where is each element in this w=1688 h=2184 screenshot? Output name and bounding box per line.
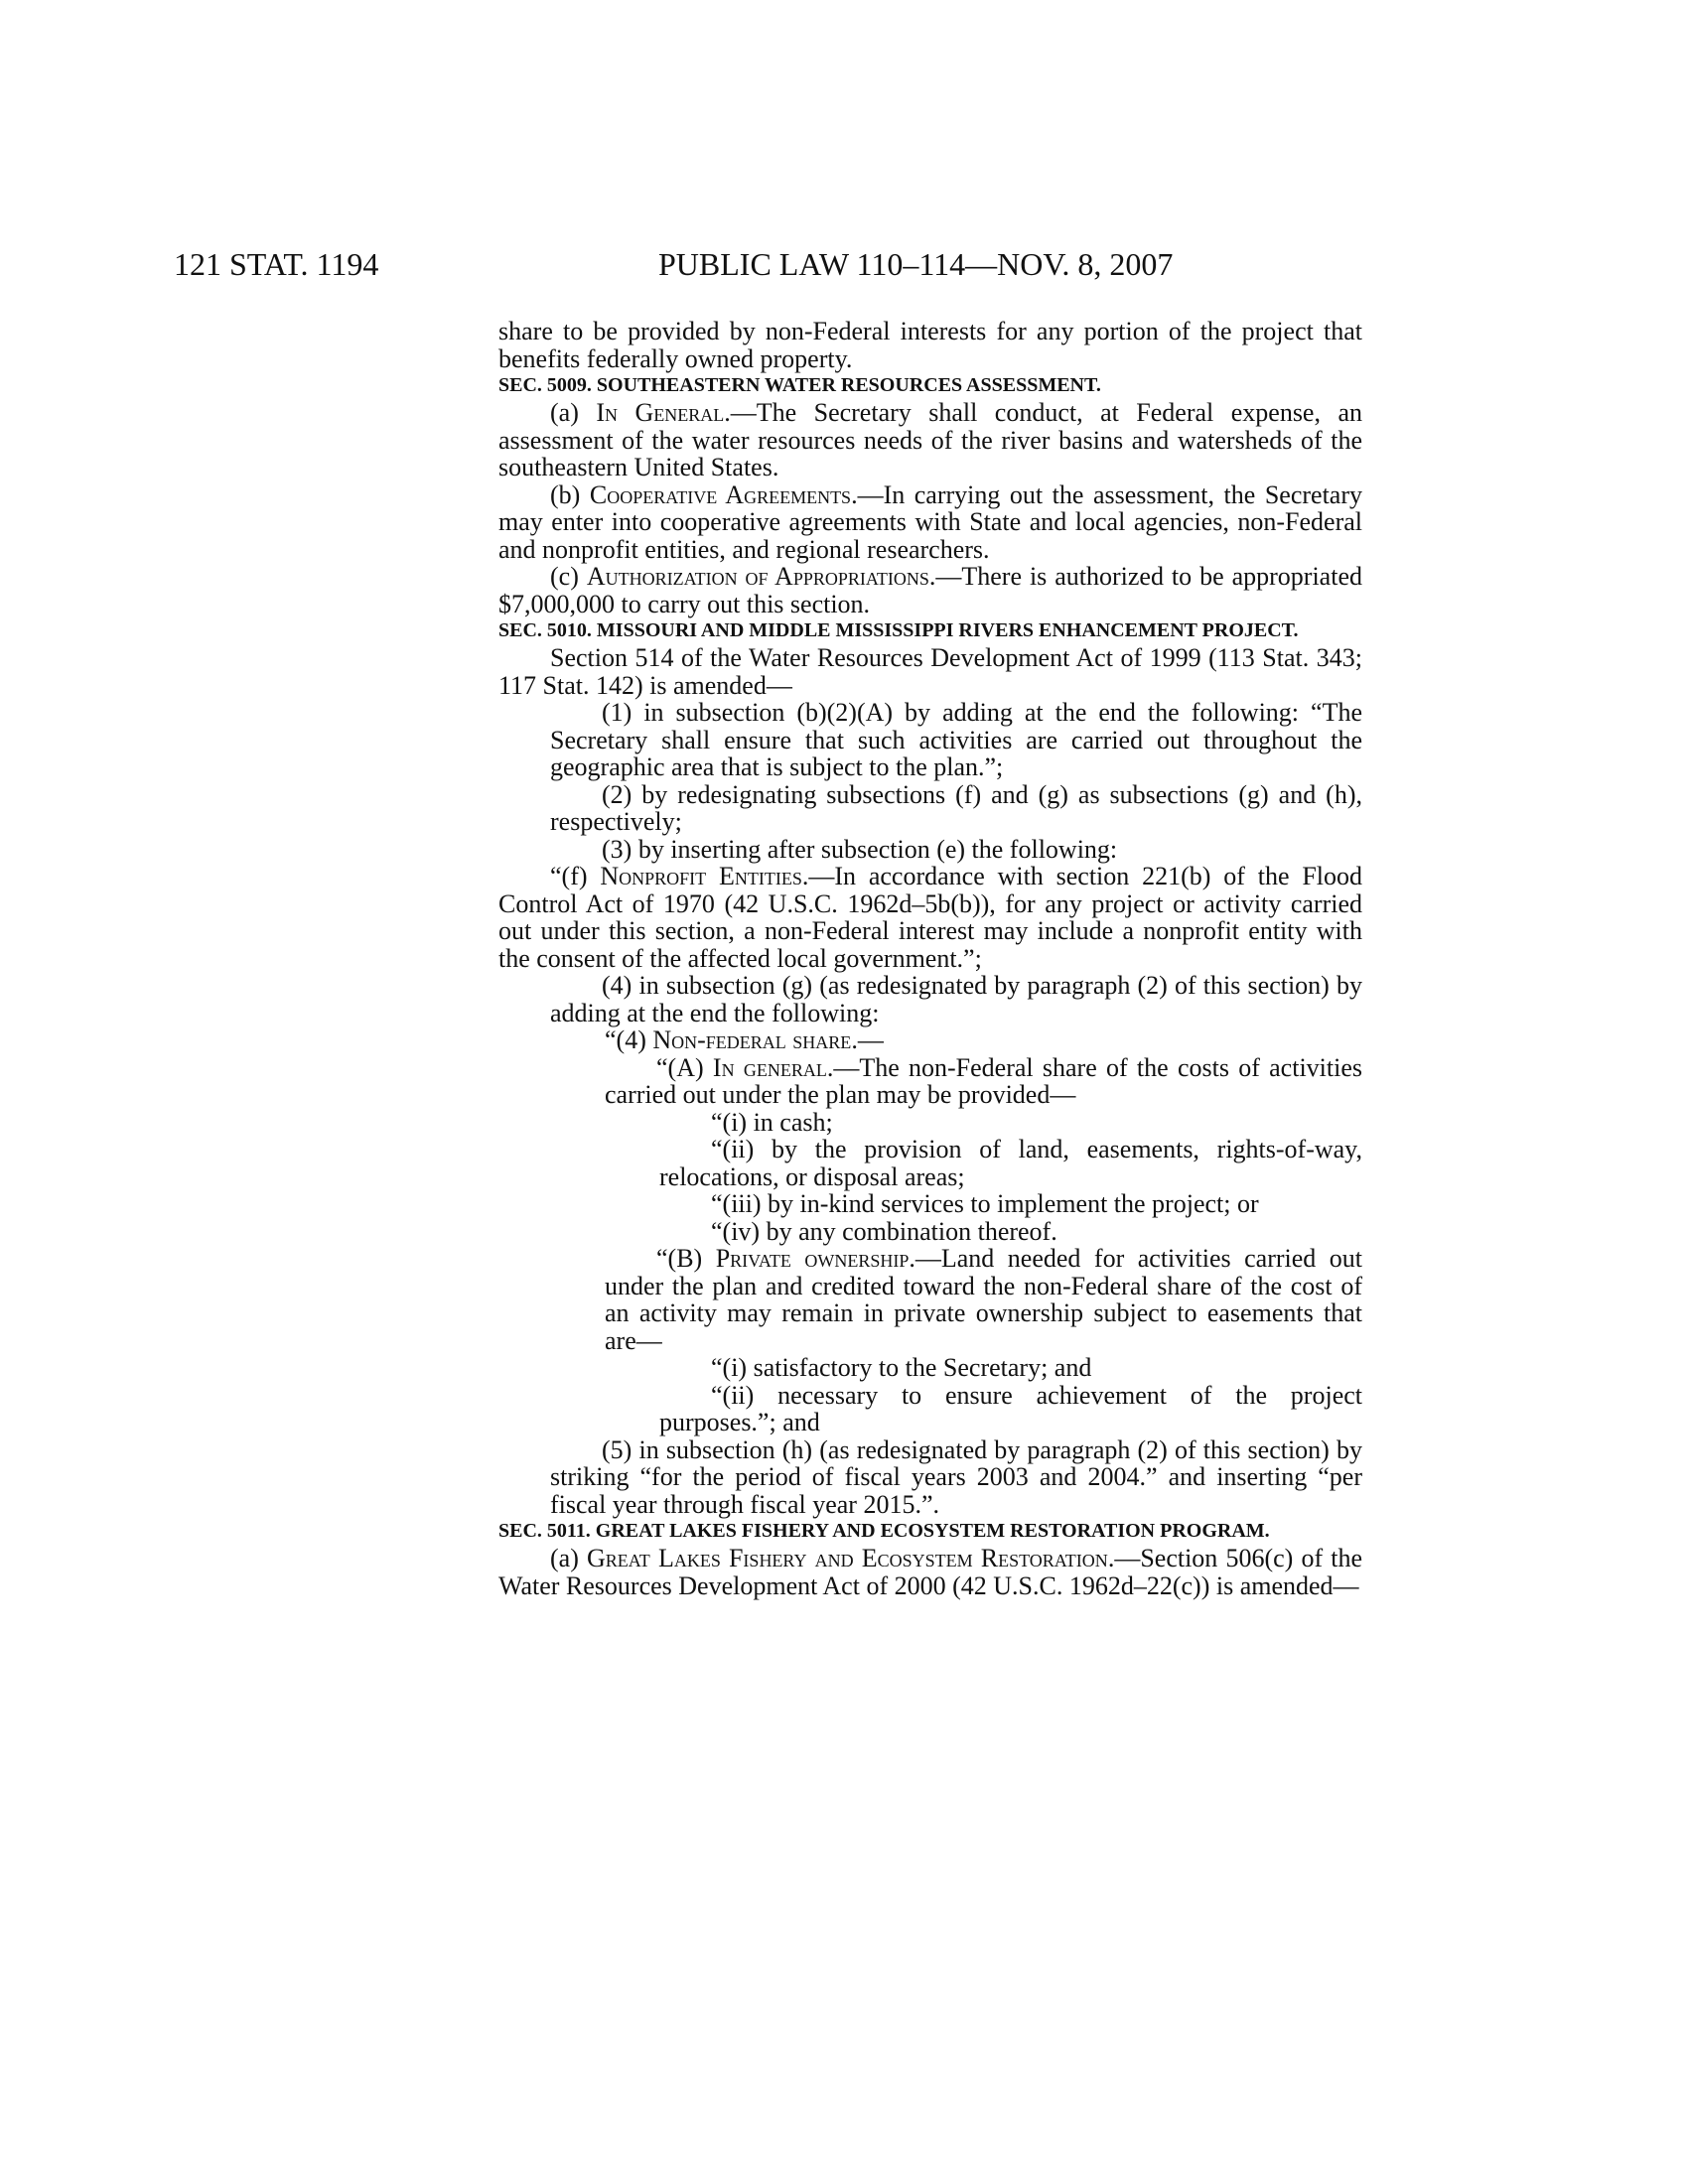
carryover-paragraph: share to be provided by non-Federal interests for any portion of the project that benefits federally owned property. (498, 317, 1362, 373)
subparagraph-b (498, 1245, 1362, 1354)
subsection-caption: Cooperative Agreements (589, 479, 852, 509)
subsection-caption: Great Lakes Fishery and Ecosystem Restoration (587, 1544, 1108, 1572)
non-federal-share-heading (498, 1026, 1362, 1054)
subparagraph-caption: Private ownership (715, 1244, 910, 1273)
sec-5010-paragraph-2: (2) by redesignating subsections (f) and (g) as subsections (g) and (h), respectively; (550, 779, 1362, 836)
paragraph-dash: .— (851, 1025, 884, 1054)
subsection-text: .—In carrying out the assessment, the Secretary may enter into cooperative agreements with State and local agencies, non-Federal and nonprofit entities, and regional researchers. (498, 479, 1362, 564)
public-law-citation: PUBLIC LAW 110–114—NOV. 8, 2007 (658, 246, 1174, 282)
subsection-label: (b) (550, 479, 590, 509)
sec-5011-subsection-a (498, 1545, 1362, 1599)
sec-5010-paragraph-4: (4) in subsection (g) (as redesignated by paragraph (2) of this section) by adding at the end the following: (550, 971, 1362, 1027)
clause-a-iv: “(iv) by any combination thereof. (711, 1216, 1057, 1246)
statute-page-citation: 121 STAT. 1194 (174, 246, 379, 282)
subsection-caption: Authorization of Appropriations (586, 562, 929, 591)
clause-b-i: “(i) satisfactory to the Secretary; and (711, 1353, 1092, 1382)
clause-a-iii: “(iii) by in-kind services to implement the project; or (711, 1189, 1259, 1218)
subparagraph-a (498, 1054, 1362, 1109)
subsection-text: .—The Secretary shall conduct, at Federal expense, an assessment of the water resources needs of the river basins and watersheds of the southeastern United States. (498, 398, 1362, 481)
sec-5010-intro: Section 514 of the Water Resources Development Act of 1999 (113 Stat. 343; 117 Stat. 142) is amended— (498, 643, 1362, 700)
sec-5010-paragraph-5: (5) in subsection (h) (as redesignated by paragraph (2) of this section) by striking “for the period of fiscal years 2003 and 2004.” and inserting “per fiscal year through fiscal year 2015.”. (550, 1434, 1362, 1519)
sec-5010-paragraph-1: (1) in subsection (b)(2)(A) by adding at the end the following: “The Secretary shall ensure that such activities are carried out throughout the geographic area that is subject to the plan.”; (550, 698, 1362, 781)
sec-5009-subsection-c (498, 563, 1362, 617)
sec-5011-heading: SEC. 5011. GREAT LAKES FISHERY AND ECOSYSTEM RESTORATION PROGRAM. (498, 1520, 1270, 1542)
subsection-text: .—In accordance with section 221(b) of the Flood Control Act of 1970 (42 U.S.C. 1962d–5b(b)), for any project or activity carried out under this section, a non-Federal interest may include a nonprofit entity with the consent of the affected local government.”; (498, 862, 1363, 973)
subsection-caption: In General (596, 398, 725, 427)
subsection-caption: Nonprofit Entities (600, 862, 802, 890)
subparagraph-label: “(A) (656, 1052, 713, 1082)
subparagraph-label: “(B) (656, 1244, 716, 1273)
sec-5009-subsection-b (498, 481, 1362, 564)
paragraph-label: “(4) (605, 1025, 653, 1054)
subsection-label: (a) (550, 398, 597, 427)
sec-5010-paragraph-3: (3) by inserting after subsection (e) the following: (602, 834, 1118, 864)
page-header (0, 246, 1688, 286)
subparagraph-text: .—The non-Federal share of the costs of activities carried out under the plan may be provided— (605, 1052, 1362, 1109)
subparagraph-caption: In general (712, 1052, 827, 1082)
clause-b-ii: “(ii) necessary to ensure achievement of the project purposes.”; and (659, 1380, 1362, 1436)
subsection-label: (c) (550, 562, 587, 591)
subsection-label: “(f) (550, 862, 601, 890)
subsection-text: .—There is authorized to be appropriated $7,000,000 to carry out this section. (498, 562, 1362, 618)
clause-a-ii: “(ii) by the provision of land, easements, rights-of-way, relocations, or disposal areas; (659, 1135, 1362, 1191)
clause-a-i: “(i) in cash; (711, 1107, 833, 1137)
sec-5009-heading: SEC. 5009. SOUTHEASTERN WATER RESOURCES ASSESSMENT. (498, 374, 1101, 396)
sec-5009-subsection-a (498, 399, 1362, 481)
document-body (498, 318, 1362, 1599)
subsection-text: .—Section 506(c) of the Water Resources Development Act of 2000 (42 U.S.C. 1962d–22(c)) is amended— (498, 1544, 1363, 1600)
sec-5010-inserted-subsection-f (498, 863, 1362, 972)
paragraph-caption: Non-federal share (652, 1025, 852, 1054)
sec-5010-heading: SEC. 5010. MISSOURI AND MIDDLE MISSISSIPPI RIVERS ENHANCEMENT PROJECT. (498, 619, 1299, 641)
subparagraph-text: .—Land needed for activities carried out under the plan and credited toward the non-Federal share of the cost of an activity may remain in private ownership subject to easements that are— (605, 1244, 1363, 1355)
subsection-label: (a) (550, 1544, 588, 1572)
